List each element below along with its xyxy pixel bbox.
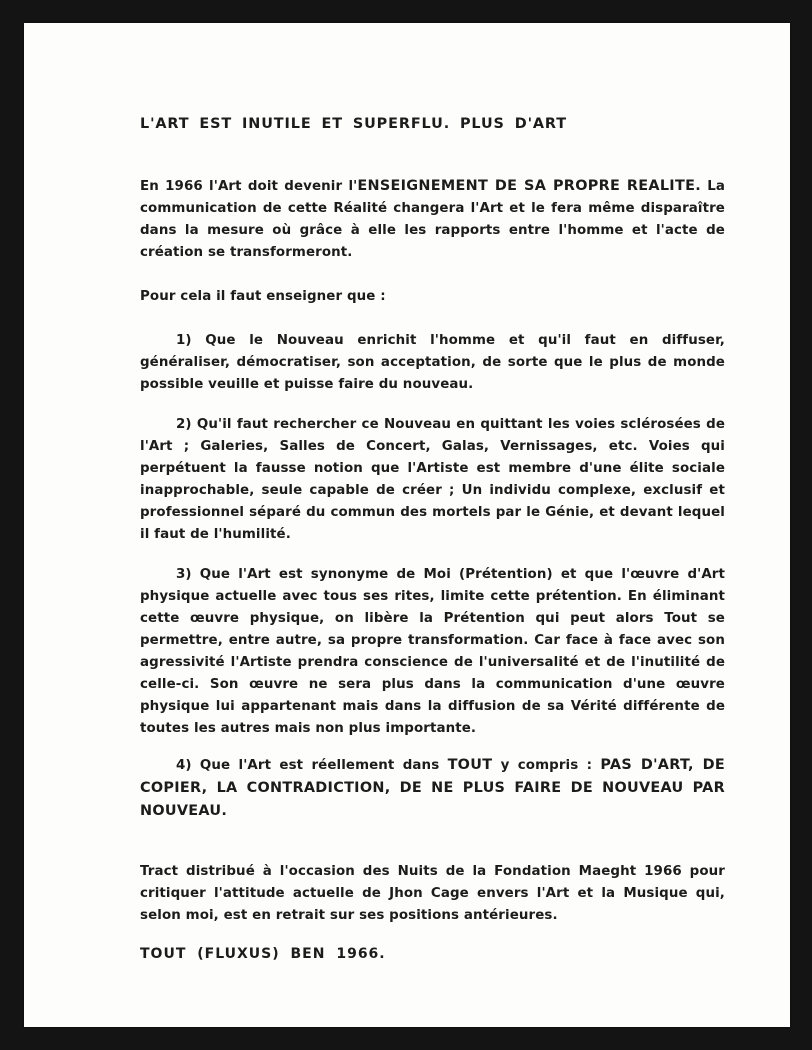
list-item-2: 2) Qu'il faut rechercher ce Nouveau en quittant les voies sclérosées de l'Art ; Galeries, Salles de Concert, Galas, Vernissages, etc. Voies qui perpétuent la fausse notion que l'Artiste est membre d'une élite sociale inapprochable, seule capable de créer ; Un individu complexe, exclusif et professionnel séparé du commun des mortels par le Génie, et devant lequel il faut de l'humilité.: [140, 417, 725, 542]
intro-lead: En 1966 l'Art doit devenir l': [140, 179, 358, 194]
item-4-emphasis: PAS D'ART, DE COPIER, LA CONTRADICTION, DE NE PLUS FAIRE DE NOUVEAU PAR NOUVEAU.: [140, 757, 726, 819]
intro-paragraph: [140, 175, 725, 264]
list-item-1: 1) Que le Nouveau enrichit l'homme et qu'il faut en diffuser, généraliser, démocratiser, son acceptation, de sorte que le plus de monde possible veuille et puisse faire du nouveau.: [140, 333, 725, 392]
intro-rest: La communication de cette Réalité changera l'Art et le fera même disparaître dans la mesure où grâce à elle les rapports entre l'homme et l'acte de création se transformeront.: [140, 179, 726, 260]
item-4-lead: 4) Que l'Art est réellement dans: [176, 758, 448, 773]
document-title: L'ART EST INUTILE ET SUPERFLU. PLUS D'ART: [140, 116, 567, 132]
list-item-4: [140, 754, 725, 823]
lead-in-line: Pour cela il faut enseigner que :: [140, 289, 386, 304]
item-4-mid: y compris :: [492, 758, 601, 773]
item-4-tout: TOUT: [447, 757, 493, 773]
document-body: [140, 113, 725, 965]
list-item-3: 3) Que l'Art est synonyme de Moi (Prétention) et que l'œuvre d'Art physique actuelle avec tous ses rites, limite cette prétention. En éliminant cette œuvre physique, on libère la Prétention qui peut alors Tout se permettre, entre autre, sa propre transformation. Car face à face avec son agressivité l'Artiste prendra conscience de l'universalité et de l'inutilité de celle-ci. Son œuvre ne sera plus dans la communication d'une œuvre physique lui appartenant mais dans la diffusion de sa Vérité différente de toutes les autres mais non plus importante.: [140, 567, 725, 736]
footnote-paragraph: Tract distribué à l'occasion des Nuits de la Fondation Maeght 1966 pour critiquer l'attitude actuelle de Jhon Cage envers l'Art et la Musique qui, selon moi, est en retrait sur ses positions antérieures.: [140, 864, 725, 923]
signature: TOUT (FLUXUS) BEN 1966.: [140, 946, 386, 962]
paper-sheet: [24, 23, 790, 1027]
intro-emphasis: ENSEIGNEMENT DE SA PROPRE REALITE.: [357, 178, 701, 194]
